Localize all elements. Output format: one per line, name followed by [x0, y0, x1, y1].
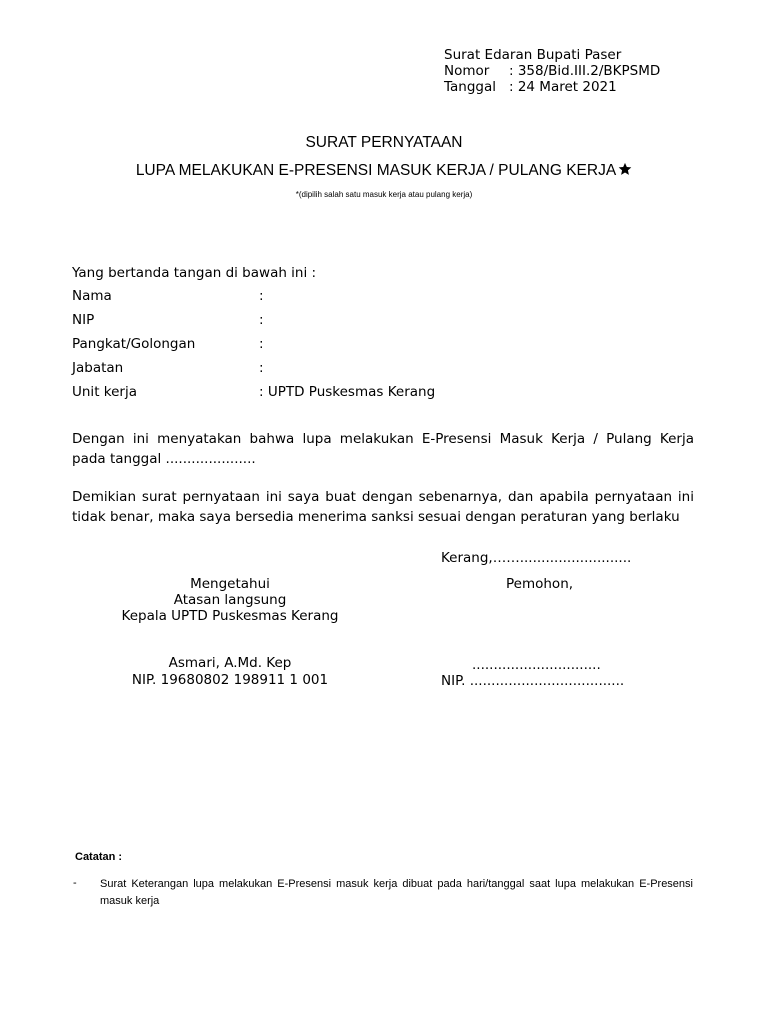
notes-heading: Catatan :	[75, 851, 123, 863]
field-label-nama: Nama	[72, 288, 112, 304]
nomor-label: Nomor	[444, 63, 490, 79]
field-value-pangkat: :	[259, 336, 264, 352]
field-label-nip: NIP	[72, 312, 95, 328]
notes-bullet: -	[73, 877, 77, 889]
reference-line: Surat Edaran Bupati Paser	[444, 47, 622, 63]
place-date: Kerang,……..........................	[441, 550, 632, 566]
right-sign-line-1: Pemohon,	[506, 576, 574, 592]
field-label-jabatan: Jabatan	[72, 360, 124, 376]
tanggal-label: Tanggal	[444, 79, 497, 95]
left-sign-line-2: Atasan langsung	[173, 592, 287, 608]
document-subtitle	[0, 162, 768, 180]
field-value-nama: :	[259, 288, 264, 304]
closing-paragraph	[72, 487, 694, 527]
field-value-unit-kerja: : UPTD Puskesmas Kerang	[259, 384, 436, 400]
title-note: *(dipilih salah satu masuk kerja atau pulang kerja)	[295, 190, 473, 199]
left-sign-nip: NIP. 19680802 198911 1 001	[131, 672, 329, 688]
intro-text: Yang bertanda tangan di bawah ini :	[72, 265, 317, 281]
statement-line-1: Dengan ini menyatakan bahwa lupa melakukan E-Presensi Masuk Kerja / Pulang Kerja	[72, 431, 694, 447]
tanggal-value: : 24 Maret 2021	[509, 79, 617, 95]
right-sign-nip: NIP. ....................................	[441, 673, 625, 689]
field-label-pangkat: Pangkat/Golongan	[72, 336, 196, 352]
closing-line-1: Demikian surat pernyataan ini saya buat dengan sebenarnya, dan apabila pernyataan ini	[72, 489, 694, 505]
document-title: SURAT PERNYATAAN	[305, 134, 463, 151]
field-label-unit-kerja: Unit kerja	[72, 384, 137, 400]
subtitle-text: LUPA MELAKUKAN E-PRESENSI MASUK KERJA / PULANG KERJA	[135, 162, 617, 179]
statement-line-2: pada tanggal .....................	[72, 451, 256, 467]
left-sign-name: Asmari, A.Md. Kep	[168, 655, 292, 671]
field-value-jabatan: :	[259, 360, 264, 376]
right-sign-name: ..............................	[472, 657, 601, 673]
statement-paragraph	[72, 429, 694, 469]
left-sign-line-3: Kepala UPTD Puskesmas Kerang	[121, 608, 339, 624]
star-icon	[618, 162, 632, 176]
left-sign-line-1: Mengetahui	[190, 576, 270, 592]
field-value-nip: :	[259, 312, 264, 328]
notes-item: Surat Keterangan lupa melakukan E-Presensi masuk kerja dibuat pada hari/tanggal saat lupa melakukan E-Presensi masuk kerja	[100, 878, 693, 907]
closing-line-2: tidak benar, maka saya bersedia menerima sanksi sesuai dengan peraturan yang berlaku	[72, 509, 680, 525]
nomor-value: : 358/Bid.III.2/BKPSMD	[509, 63, 661, 79]
